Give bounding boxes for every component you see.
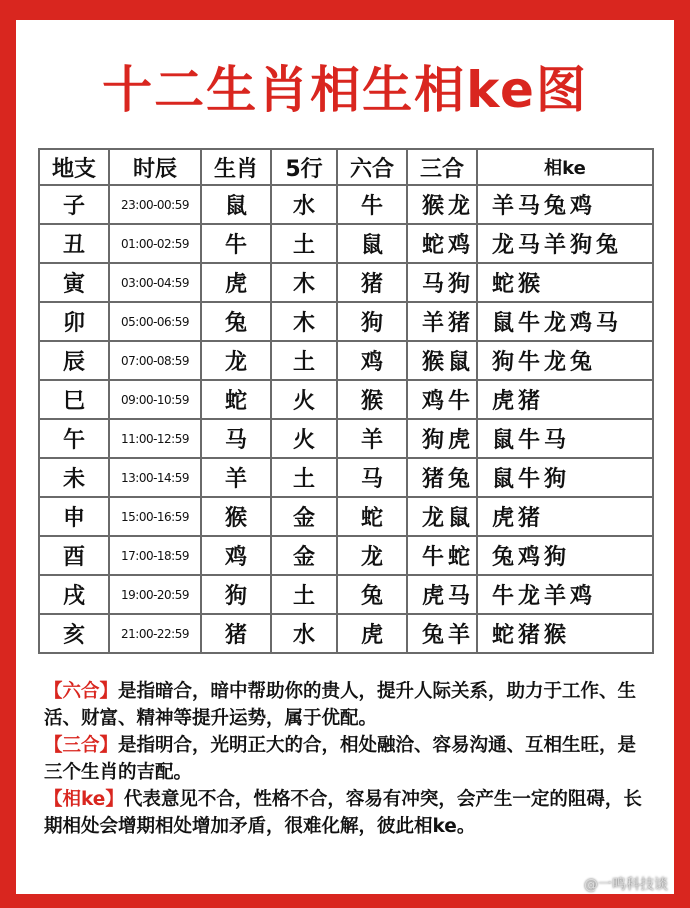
cell-shichen: 23:00-00:59: [109, 185, 201, 224]
cell-dizhi: 巳: [39, 380, 109, 419]
cell-sanhe: 鸡牛: [407, 380, 477, 419]
header-shichen: 时辰: [109, 149, 201, 185]
header-shengxiao: 生肖: [201, 149, 271, 185]
page-title: 十二生肖相生相ke图: [102, 61, 588, 119]
cell-shengxiao: 猴: [201, 497, 271, 536]
cell-dizhi: 未: [39, 458, 109, 497]
table-row: [39, 419, 653, 458]
note-xiangke-text: 代表意见不合，性格不合，容易有冲突，会产生一定的阻碍，长期相处会增期相处增加矛盾，很难化解，彼此相ke。: [44, 789, 642, 837]
cell-shichen: 19:00-20:59: [109, 575, 201, 614]
cell-dizhi: 戌: [39, 575, 109, 614]
cell-shengxiao: 牛: [201, 224, 271, 263]
cell-xiangke: 鼠牛龙鸡马: [477, 302, 653, 341]
cell-wuxing: 火: [271, 419, 337, 458]
table-row: [39, 458, 653, 497]
cell-dizhi: 卯: [39, 302, 109, 341]
cell-liuhe: 牛: [337, 185, 407, 224]
cell-shengxiao: 虎: [201, 263, 271, 302]
cell-liuhe: 猪: [337, 263, 407, 302]
cell-xiangke: 兔鸡狗: [477, 536, 653, 575]
cell-xiangke: 虎猪: [477, 497, 653, 536]
table-row: [39, 497, 653, 536]
cell-dizhi: 辰: [39, 341, 109, 380]
cell-sanhe: 马狗: [407, 263, 477, 302]
cell-liuhe: 龙: [337, 536, 407, 575]
table-row: [39, 341, 653, 380]
cell-wuxing: 水: [271, 185, 337, 224]
cell-sanhe: 牛蛇: [407, 536, 477, 575]
cell-shichen: 15:00-16:59: [109, 497, 201, 536]
cell-sanhe: 兔羊: [407, 614, 477, 653]
cell-shichen: 21:00-22:59: [109, 614, 201, 653]
cell-shengxiao: 猪: [201, 614, 271, 653]
cell-dizhi: 亥: [39, 614, 109, 653]
cell-liuhe: 马: [337, 458, 407, 497]
zodiac-table: [38, 148, 654, 654]
cell-sanhe: 羊猪: [407, 302, 477, 341]
header-wuxing: 5行: [271, 149, 337, 185]
cell-wuxing: 金: [271, 497, 337, 536]
cell-shengxiao: 鸡: [201, 536, 271, 575]
note-liuhe-text: 是指暗合，暗中帮助你的贵人，提升人际关系，助力于工作、生活、财富、精神等提升运势，属于优配。: [44, 681, 637, 729]
cell-dizhi: 子: [39, 185, 109, 224]
cell-liuhe: 虎: [337, 614, 407, 653]
note-sanhe-text: 是指明合，光明正大的合，相处融洽、容易沟通、互相生旺，是三个生肖的吉配。: [44, 735, 637, 783]
cell-shichen: 13:00-14:59: [109, 458, 201, 497]
cell-xiangke: 蛇猴: [477, 263, 653, 302]
cell-sanhe: 狗虎: [407, 419, 477, 458]
cell-xiangke: 鼠牛马: [477, 419, 653, 458]
header-xiangke: 相ke: [477, 149, 653, 185]
cell-shichen: 07:00-08:59: [109, 341, 201, 380]
cell-shichen: 09:00-10:59: [109, 380, 201, 419]
cell-sanhe: 虎马: [407, 575, 477, 614]
note-liuhe: [44, 678, 654, 732]
cell-wuxing: 土: [271, 575, 337, 614]
cell-liuhe: 狗: [337, 302, 407, 341]
cell-wuxing: 火: [271, 380, 337, 419]
cell-shengxiao: 鼠: [201, 185, 271, 224]
table-row: [39, 536, 653, 575]
cell-dizhi: 申: [39, 497, 109, 536]
cell-sanhe: 蛇鸡: [407, 224, 477, 263]
cell-dizhi: 丑: [39, 224, 109, 263]
cell-liuhe: 鸡: [337, 341, 407, 380]
cell-shengxiao: 羊: [201, 458, 271, 497]
cell-xiangke: 牛龙羊鸡: [477, 575, 653, 614]
cell-wuxing: 水: [271, 614, 337, 653]
cell-xiangke: 狗牛龙兔: [477, 341, 653, 380]
cell-wuxing: 土: [271, 341, 337, 380]
note-xiangke: [44, 786, 654, 840]
table-row: [39, 263, 653, 302]
cell-shengxiao: 龙: [201, 341, 271, 380]
cell-sanhe: 龙鼠: [407, 497, 477, 536]
note-liuhe-tag: 【六合】: [44, 681, 119, 702]
notes-section: [44, 678, 654, 840]
cell-wuxing: 木: [271, 263, 337, 302]
cell-shengxiao: 蛇: [201, 380, 271, 419]
cell-liuhe: 蛇: [337, 497, 407, 536]
cell-xiangke: 蛇猪猴: [477, 614, 653, 653]
cell-liuhe: 鼠: [337, 224, 407, 263]
note-sanhe-tag: 【三合】: [44, 735, 119, 756]
header-liuhe: 六合: [337, 149, 407, 185]
cell-xiangke: 鼠牛狗: [477, 458, 653, 497]
cell-dizhi: 酉: [39, 536, 109, 575]
cell-shichen: 17:00-18:59: [109, 536, 201, 575]
table-row: [39, 614, 653, 653]
cell-wuxing: 土: [271, 458, 337, 497]
table-row: [39, 185, 653, 224]
cell-wuxing: 木: [271, 302, 337, 341]
table-row: [39, 302, 653, 341]
table-row: [39, 224, 653, 263]
cell-shengxiao: 马: [201, 419, 271, 458]
cell-shengxiao: 狗: [201, 575, 271, 614]
cell-shichen: 11:00-12:59: [109, 419, 201, 458]
cell-dizhi: 午: [39, 419, 109, 458]
cell-shichen: 05:00-06:59: [109, 302, 201, 341]
note-sanhe: [44, 732, 654, 786]
cell-wuxing: 土: [271, 224, 337, 263]
cell-xiangke: 龙马羊狗兔: [477, 224, 653, 263]
cell-sanhe: 猴鼠: [407, 341, 477, 380]
cell-wuxing: 金: [271, 536, 337, 575]
cell-dizhi: 寅: [39, 263, 109, 302]
cell-sanhe: 猪兔: [407, 458, 477, 497]
cell-shengxiao: 兔: [201, 302, 271, 341]
cell-shichen: 03:00-04:59: [109, 263, 201, 302]
header-dizhi: 地支: [39, 149, 109, 185]
table-header-row: [39, 149, 653, 185]
table-row: [39, 380, 653, 419]
watermark: @一鸣科技谈: [584, 877, 668, 893]
header-sanhe: 三合: [407, 149, 477, 185]
table-row: [39, 575, 653, 614]
cell-xiangke: 羊马兔鸡: [477, 185, 653, 224]
cell-liuhe: 猴: [337, 380, 407, 419]
cell-liuhe: 兔: [337, 575, 407, 614]
cell-sanhe: 猴龙: [407, 185, 477, 224]
note-xiangke-tag: 【相ke】: [44, 789, 124, 810]
cell-shichen: 01:00-02:59: [109, 224, 201, 263]
cell-xiangke: 虎猪: [477, 380, 653, 419]
cell-liuhe: 羊: [337, 419, 407, 458]
